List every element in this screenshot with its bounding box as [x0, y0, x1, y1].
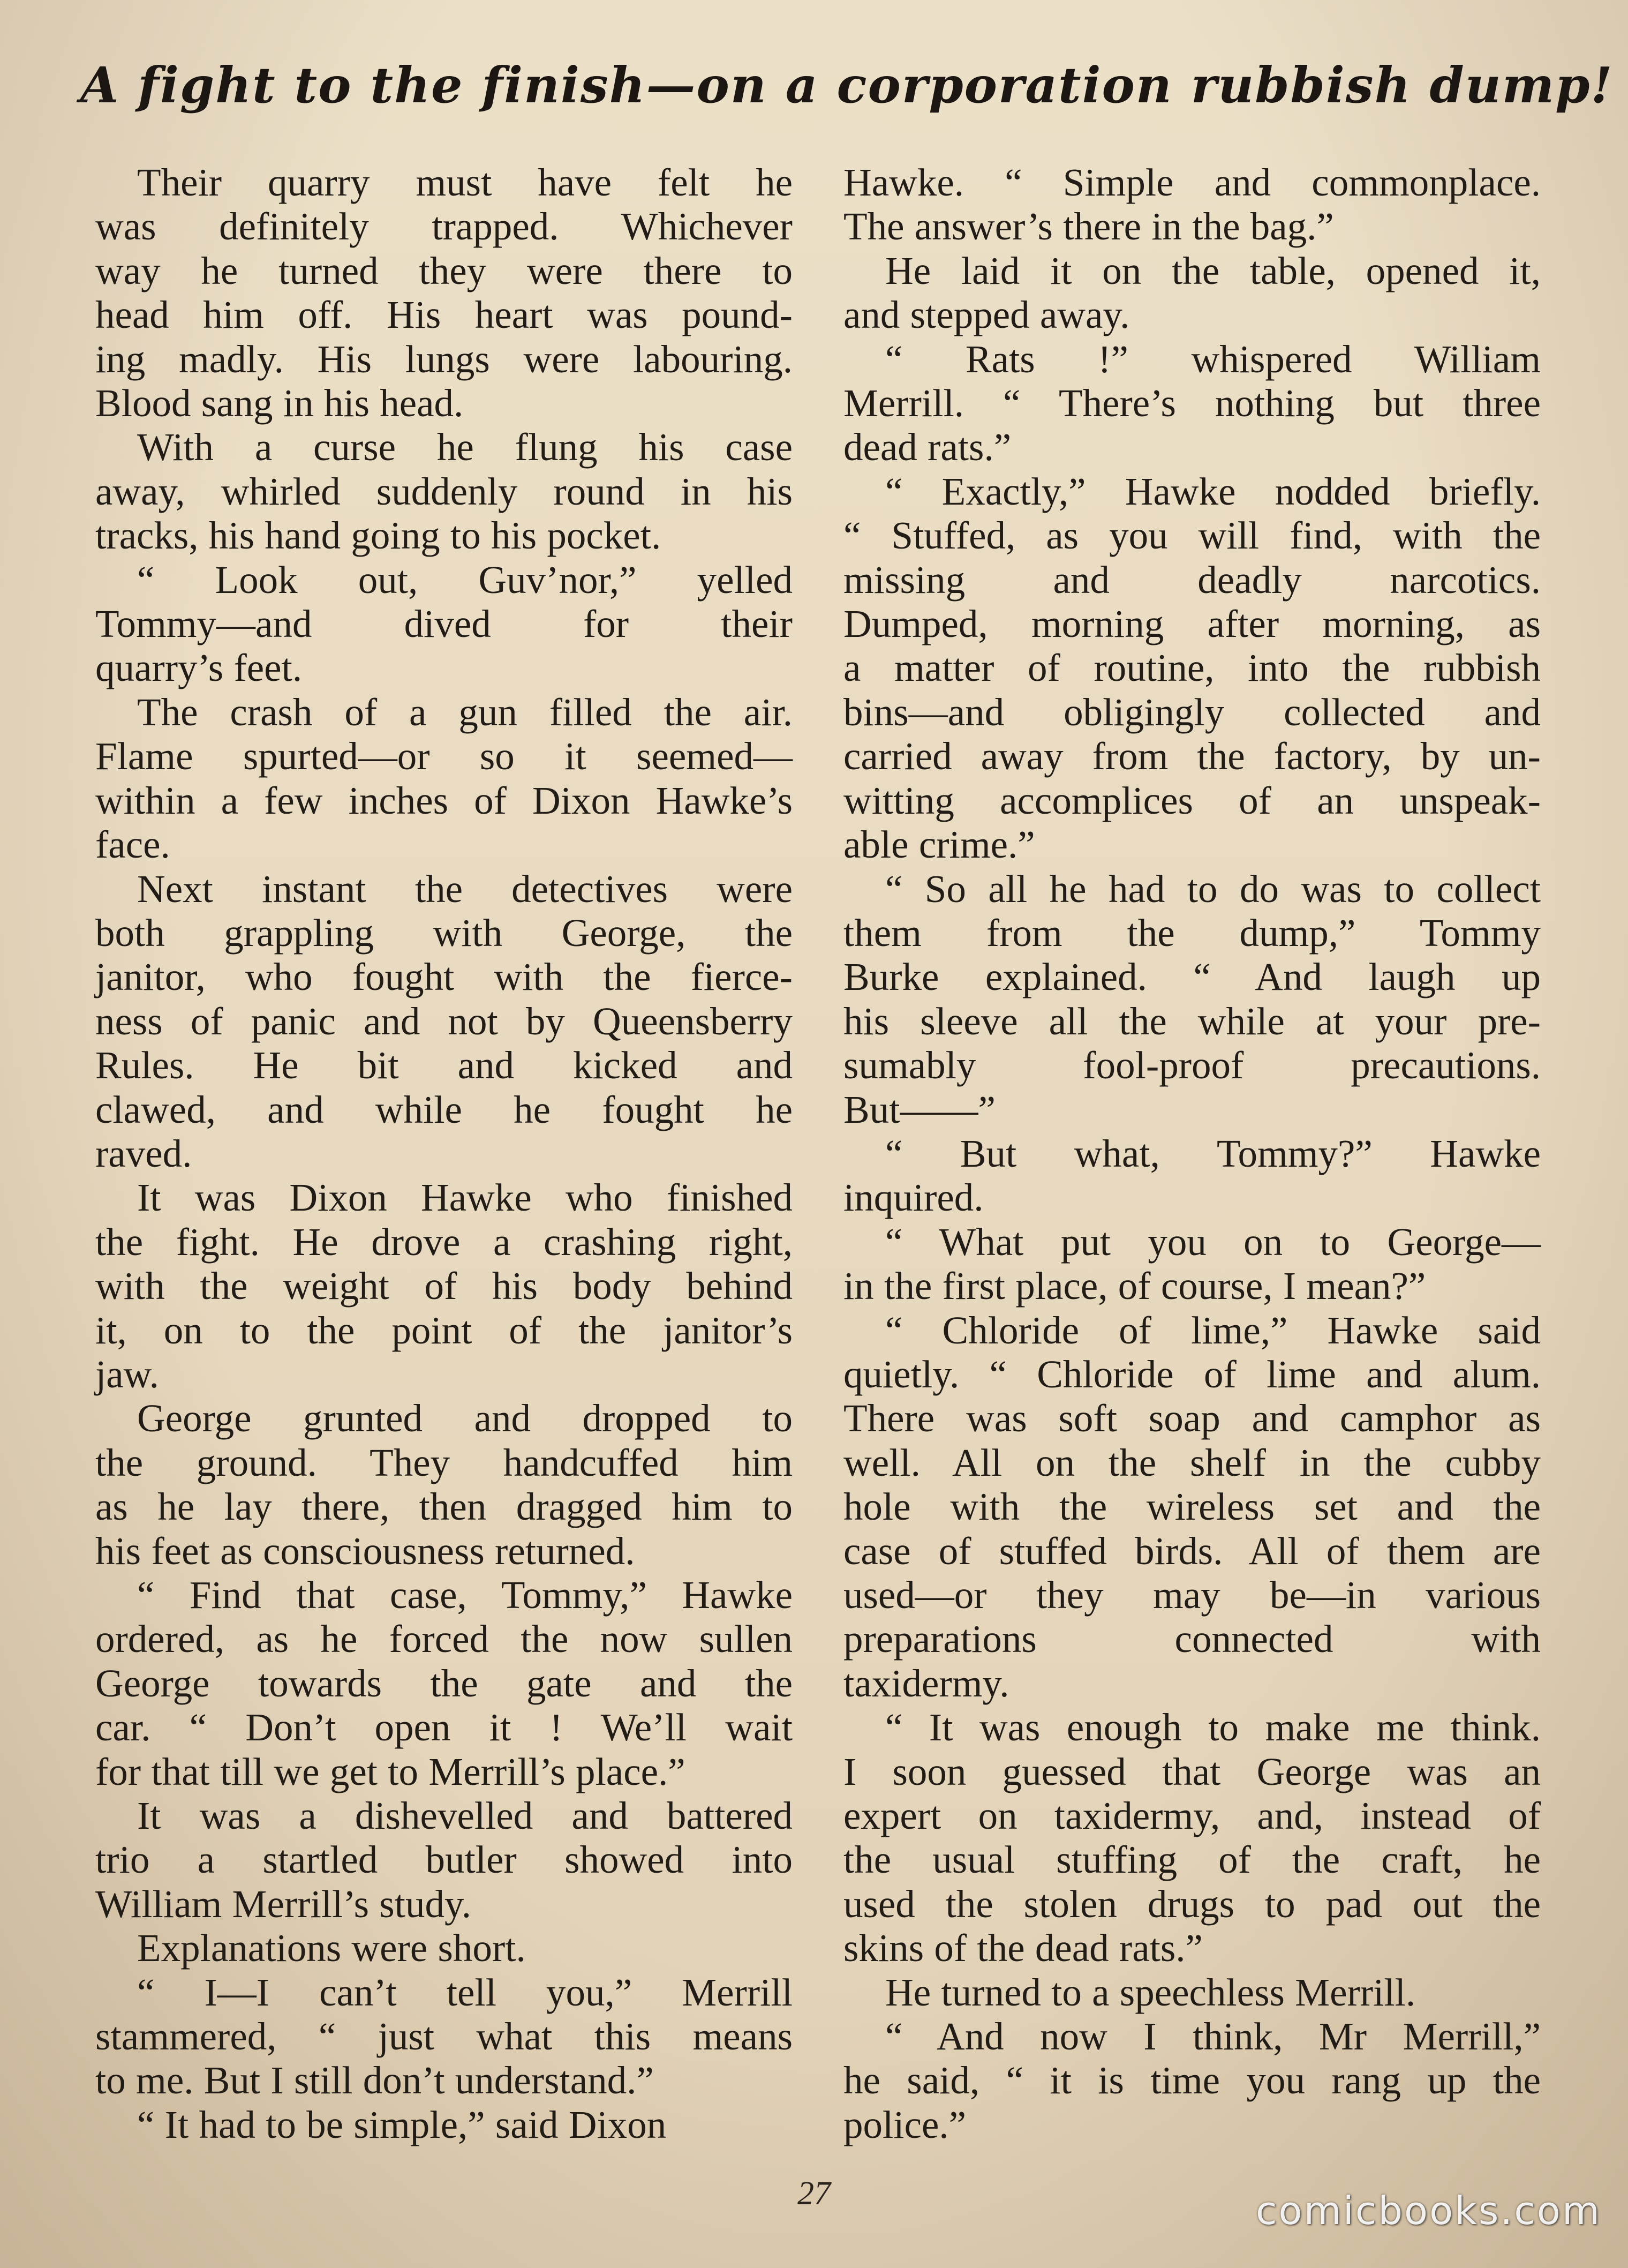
text-line: way he turned they were there to	[95, 249, 793, 292]
text-line: Next instant the detectives were	[137, 867, 793, 911]
paragraph	[95, 1794, 793, 1926]
paragraph	[843, 337, 1541, 470]
paragraph	[843, 2015, 1541, 2147]
text-line: The answer’s there in the bag.”	[843, 205, 1334, 249]
paragraph	[843, 1220, 1541, 1309]
text-line: away, whirled suddenly round in his	[95, 469, 793, 513]
text-line: ing madly. His lungs were labouring.	[95, 337, 793, 381]
text-line: quarry’s feet.	[95, 646, 303, 690]
text-line: clawed, and while he fought he	[95, 1087, 793, 1131]
text-line: both grappling with George, the	[95, 911, 793, 955]
text-line: “ Look out, Guv’nor,” yelled	[137, 558, 793, 602]
text-line: the ground. They handcuffed him	[95, 1440, 793, 1484]
left-text-column	[95, 161, 793, 2147]
text-line: used—or they may be—in various	[843, 1573, 1541, 1617]
text-line: tracks, his hand going to his pocket.	[95, 514, 661, 558]
text-line: car. “ Don’t open it ! We’ll wait	[95, 1706, 793, 1749]
paragraph	[95, 867, 793, 1176]
text-line: police.”	[843, 2102, 967, 2146]
paragraph	[843, 470, 1541, 867]
paragraph	[95, 161, 793, 425]
paragraph	[95, 425, 793, 558]
text-line: stammered, “ just what this means	[95, 2015, 793, 2059]
text-line: ness of panic and not by Queensberry	[95, 999, 793, 1043]
text-line: Rules. He bit and kicked and	[95, 1043, 793, 1087]
text-line: well. All on the shelf in the cubby	[843, 1440, 1541, 1484]
text-line: “ It was enough to make me think.	[885, 1706, 1541, 1749]
text-line: It was a dishevelled and battered	[137, 1794, 793, 1838]
text-line: his sleeve all the while at your pre-	[843, 999, 1541, 1043]
text-line: “ But what, Tommy?” Hawke	[885, 1131, 1541, 1175]
text-line: used the stolen drugs to pad out the	[843, 1882, 1541, 1926]
text-line: face.	[95, 823, 170, 867]
paragraph	[843, 1971, 1541, 2015]
text-line: Explanations were short.	[137, 1926, 526, 1970]
paragraph	[843, 1132, 1541, 1220]
text-line: taxidermy.	[843, 1661, 1009, 1705]
text-line: the fight. He drove a crashing right,	[95, 1220, 793, 1264]
text-line: able crime.”	[843, 823, 1035, 867]
watermark-text: comicbooks.com	[1255, 2188, 1601, 2233]
paragraph	[843, 1706, 1541, 1970]
text-line: with the weight of his body behind	[95, 1264, 793, 1308]
right-text-column	[843, 161, 1541, 2147]
text-line: Merrill. “ There’s nothing but three	[843, 381, 1541, 425]
text-line: “ Rats !” whispered William	[885, 337, 1541, 381]
text-line: “ Exactly,” Hawke nodded briefly.	[885, 469, 1541, 513]
text-line: Dumped, morning after morning, as	[843, 602, 1541, 646]
text-line: “ Chloride of lime,” Hawke said	[885, 1308, 1541, 1352]
paragraph	[843, 1309, 1541, 1706]
paragraph	[95, 1971, 793, 2103]
text-line: his feet as consciousness returned.	[95, 1529, 635, 1573]
text-line: There was soft soap and camphor as	[843, 1396, 1541, 1440]
text-line: Their quarry must have felt he	[137, 161, 793, 204]
text-line: He turned to a speechless Merrill.	[885, 1970, 1416, 2014]
text-line: preparations connected with	[843, 1617, 1541, 1661]
text-line: bins—and obligingly collected and	[843, 690, 1541, 734]
text-line: George towards the gate and the	[95, 1661, 793, 1705]
page-number: 27	[797, 2175, 831, 2212]
text-line: a matter of routine, into the rubbish	[843, 646, 1541, 690]
text-line: in the first place, of course, I mean?”	[843, 1264, 1426, 1308]
text-line: I soon guessed that George was an	[843, 1749, 1541, 1793]
paragraph	[95, 690, 793, 867]
text-line: expert on taxidermy, and, instead of	[843, 1794, 1541, 1838]
text-line: sumably fool-proof precautions.	[843, 1043, 1541, 1087]
text-line: “ So all he had to do was to collect	[885, 867, 1541, 911]
text-line: missing and deadly narcotics.	[843, 558, 1541, 602]
text-line: With a curse he flung his case	[137, 425, 793, 469]
text-line: William Merrill’s study.	[95, 1882, 471, 1926]
text-line: ordered, as he forced the now sullen	[95, 1617, 793, 1661]
text-line: “ Stuffed, as you will find, with the	[843, 514, 1541, 558]
text-line: Flame spurted—or so it seemed—	[95, 734, 793, 778]
text-line: carried away from the factory, by un-	[843, 734, 1541, 778]
text-line: It was Dixon Hawke who finished	[137, 1176, 793, 1220]
text-line: Burke explained. “ And laugh up	[843, 955, 1541, 999]
paragraph	[95, 2103, 793, 2147]
text-line: “ What put you on to George—	[885, 1220, 1541, 1264]
paragraph	[843, 161, 1541, 249]
text-line: for that till we get to Merrill’s place.”	[95, 1749, 685, 1793]
text-line: skins of the dead rats.”	[843, 1926, 1203, 1970]
text-line: the usual stuffing of the craft, he	[843, 1838, 1541, 1882]
text-line: and stepped away.	[843, 293, 1130, 337]
text-line: inquired.	[843, 1176, 984, 1220]
paragraph	[95, 1926, 793, 1970]
text-line: “ It had to be simple,” said Dixon	[137, 2102, 667, 2146]
paragraph	[95, 1396, 793, 1573]
text-line: he said, “ it is time you rang up the	[843, 2059, 1541, 2102]
paragraph	[843, 867, 1541, 1132]
text-line: within a few inches of Dixon Hawke’s	[95, 778, 793, 822]
text-line: jaw.	[95, 1352, 159, 1396]
text-line: Blood sang in his head.	[95, 381, 464, 425]
text-line: George grunted and dropped to	[137, 1396, 793, 1440]
text-line: But——”	[843, 1087, 996, 1131]
text-line: The crash of a gun filled the air.	[137, 690, 793, 734]
text-line: case of stuffed birds. All of them are	[843, 1529, 1541, 1573]
text-line: witting accomplices of an unspeak-	[843, 778, 1541, 822]
text-line: “ I—I can’t tell you,” Merrill	[137, 1970, 793, 2014]
text-line: janitor, who fought with the fierce-	[95, 955, 793, 999]
text-line: head him off. His heart was pound-	[95, 293, 793, 337]
text-line: hole with the wireless set and the	[843, 1485, 1541, 1529]
paragraph	[95, 1573, 793, 1794]
text-line: “ And now I think, Mr Merrill,”	[885, 2015, 1541, 2059]
story-headline: A fight to the finish—on a corporation rubbish dump!	[80, 56, 1614, 114]
paragraph	[843, 249, 1541, 337]
text-line: Tommy—and dived for their	[95, 602, 793, 646]
paragraph	[95, 558, 793, 690]
text-line: it, on to the point of the janitor’s	[95, 1308, 793, 1352]
text-line: “ Find that case, Tommy,” Hawke	[137, 1573, 793, 1617]
text-line: as he lay there, then dragged him to	[95, 1485, 793, 1529]
text-line: was definitely trapped. Whichever	[95, 205, 793, 249]
text-line: He laid it on the table, opened it,	[885, 249, 1541, 292]
text-line: trio a startled butler showed into	[95, 1838, 793, 1882]
text-line: dead rats.”	[843, 425, 1012, 469]
text-line: Hawke. “ Simple and commonplace.	[843, 161, 1541, 204]
text-line: to me. But I still don’t understand.”	[95, 2059, 654, 2102]
text-line: them from the dump,” Tommy	[843, 911, 1541, 955]
paragraph	[95, 1176, 793, 1396]
text-line: raved.	[95, 1131, 192, 1175]
text-line: quietly. “ Chloride of lime and alum.	[843, 1352, 1541, 1396]
